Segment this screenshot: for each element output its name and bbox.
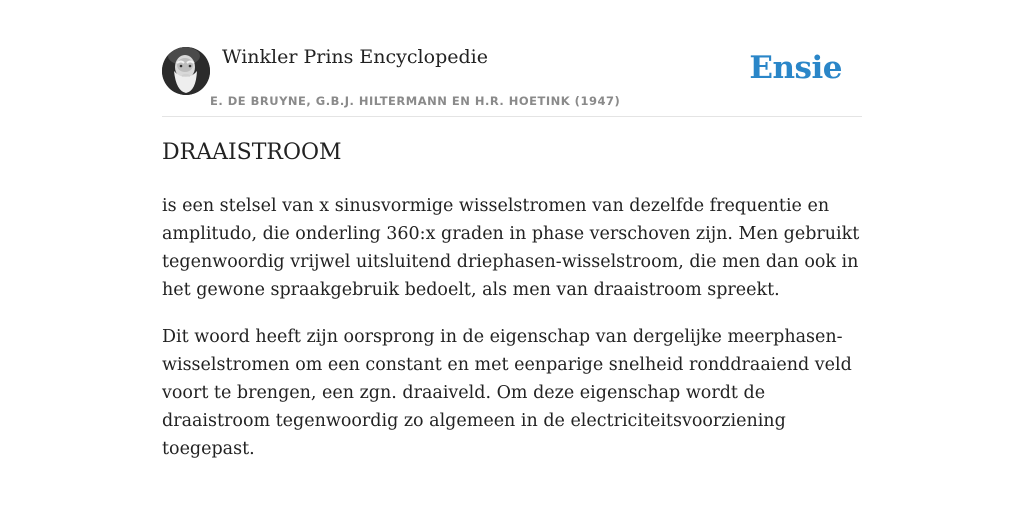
authors-line: E. DE BRUYNE, G.B.J. HILTERMANN EN H.R. HOETINK (1947) (210, 94, 621, 108)
ensie-logo[interactable]: Ensie (749, 50, 842, 86)
article-title: DRAAISTROOM (162, 140, 342, 165)
bearded-portrait-icon (162, 47, 210, 95)
article-paragraph: is een stelsel van x sinusvormige wisselstromen van dezelfde frequentie en amplitudo, die onderling 360:x graden in phase verschoven zijn. Men gebruikt tegenwoordig vrijwel uitsluitend driephasen-wisselstroom, die men dan ook in het gewone spraakgebruik bedoelt, als men van draaistroom spreekt. (162, 196, 860, 300)
avatar[interactable] (162, 47, 210, 95)
page (162, 0, 862, 512)
site-title[interactable]: Winkler Prins Encyclopedie (222, 46, 488, 68)
header (162, 0, 862, 117)
article-body (162, 192, 862, 482)
article-paragraph: Dit woord heeft zijn oorsprong in de eigenschap van dergelijke meerphasen-wisselstromen om een constant en met eenparige snelheid ronddraaiend veld voort te brengen, een zgn. draaiveld. Om deze eigenschap wordt de draaistroom tegenwoordig zo algemeen in de electriciteitsvoorziening toegepast. (162, 327, 852, 459)
